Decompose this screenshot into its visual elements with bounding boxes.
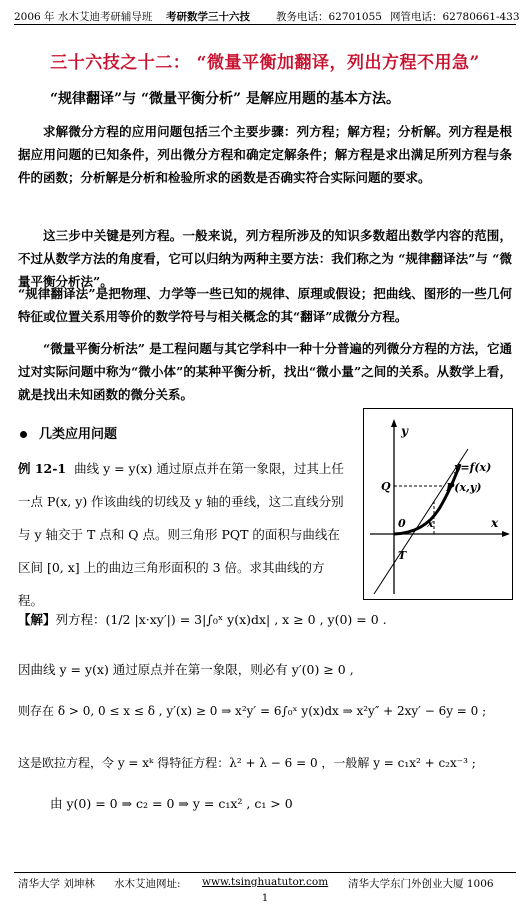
x-axis-label: x bbox=[491, 516, 499, 530]
header-divider bbox=[14, 24, 516, 25]
x-axis-arrow-icon bbox=[502, 531, 510, 537]
page-number: 1 bbox=[261, 893, 269, 904]
example-block bbox=[18, 452, 348, 617]
footer-divider bbox=[14, 872, 516, 873]
point-label: P(x,y) bbox=[446, 481, 482, 494]
solution-line-2: 因曲线 y = y(x) 通过原点并在第一象限，则必有 y′(0) ≥ 0 , bbox=[18, 662, 354, 677]
header-phone: 教务电话：62701055 bbox=[276, 11, 382, 23]
header-web-phone: 网管电话：62780661-433 bbox=[390, 11, 520, 23]
curve-label: y=f(x) bbox=[454, 461, 492, 474]
q-label: Q bbox=[381, 480, 391, 493]
bullet-icon bbox=[20, 431, 27, 438]
footer-site-label: 水木艾迪网址: bbox=[114, 878, 181, 890]
solution-line-1 bbox=[18, 610, 387, 628]
example-label: 例 12-1 bbox=[18, 461, 67, 476]
page-subtitle: “规律翻译”与 “微量平衡分析” 是解应用题的基本方法。 bbox=[50, 91, 400, 107]
example-line-3: 与 y 轴交于 T 点和 Q 点。则三角形 PQT 的面积与曲线在 bbox=[18, 527, 340, 542]
header-course: 考研数学三十六技 bbox=[166, 11, 250, 23]
footer-author: 清华大学 刘坤林 bbox=[18, 878, 95, 890]
solution-equation: 列方程：(1/2 |x·xy′|) = 3|∫₀ˣ y(x)dx| , x ≥ 0 , y(0) = 0 . bbox=[55, 612, 387, 627]
y-axis-label: y bbox=[401, 424, 408, 438]
header-left: 2006 年 水木艾迪考研辅导班 bbox=[14, 11, 153, 23]
page-title: 三十六技之十二： “微量平衡加翻译，列出方程不用急” bbox=[50, 53, 480, 73]
section-heading-text: 几类应用问题 bbox=[39, 427, 118, 442]
origin-label: 0 bbox=[398, 517, 406, 530]
solution-line-5: 由 y(0) = 0 ⇒ c₂ = 0 ⇒ y = c₁x² , c₁ > 0 bbox=[50, 796, 293, 811]
section-heading bbox=[20, 423, 117, 442]
figure-svg bbox=[364, 409, 512, 599]
page-header bbox=[14, 6, 520, 26]
y-axis-arrow-icon bbox=[391, 419, 397, 427]
footer-site-link[interactable]: www.tsinghuatutor.com bbox=[202, 876, 329, 888]
solution-line-4: 这是欧拉方程，令 y = xᵏ 得特征方程：λ² + λ − 6 = 0 ，一般解 y = c₁x² + c₂x⁻³ ; bbox=[18, 756, 476, 770]
x-mark-label: x bbox=[427, 517, 434, 530]
solution-line-3: 则存在 δ > 0, 0 ≤ x ≤ δ , y′(x) ≥ 0 ⇒ x²y′ = 6∫₀ˣ y(x)dx ⇒ x²y″ + 2xy′ − 6y = 0 ; bbox=[18, 704, 487, 718]
footer-address: 清华大学东门外创业大厦 1006 bbox=[348, 878, 494, 890]
figure-tangent-curve bbox=[363, 408, 513, 600]
paragraph-1: 求解微分方程的应用问题包括三个主要步骤：列方程；解方程；分析解。列方程是根据应用问题的已知条件，列出微分方程和确定定解条件；解方程是求出满足所列方程与条件的函数；分析解是分析和检验所求的函数是否确实符合实际问题的要求。 bbox=[18, 124, 512, 185]
paragraph-3: “规律翻译法”是把物理、力学等一些已知的规律、原理或假设；把曲线、图形的一些几何特征或位置关系用等价的数学符号与相关概念的其“翻译”成微分方程。 bbox=[18, 286, 512, 324]
solution-label: 【解】 bbox=[18, 612, 56, 627]
t-label: T bbox=[398, 549, 407, 562]
example-line-2: 一点 P(x, y) 作该曲线的切线及 y 轴的垂线，这二直线分别 bbox=[18, 494, 344, 509]
paragraph-4: “微量平衡分析法” 是工程问题与其它学科中一种十分普遍的列微分方程的方法，它通过对实际问题中称为“微小体”的某种平衡分析，找出“微小量”之间的关系。从数学上看，就是找出未知函数的微分关系。 bbox=[18, 341, 512, 402]
example-line-1: 曲线 y = y(x) 通过原点并在第一象限，过其上任 bbox=[74, 461, 344, 476]
example-line-4: 区间 [0, x] 上的曲边三角形面积的 3 倍。求其曲线的方程。 bbox=[18, 560, 325, 608]
paragraph-2: 这三步中关键是列方程。一般来说，列方程所涉及的知识多数超出数学内容的范围，不过从数学方法的角度看，它可以归纳为两种主要方法：我们称之为 “规律翻译法”与 “微量平衡分析法”。 bbox=[18, 228, 512, 289]
